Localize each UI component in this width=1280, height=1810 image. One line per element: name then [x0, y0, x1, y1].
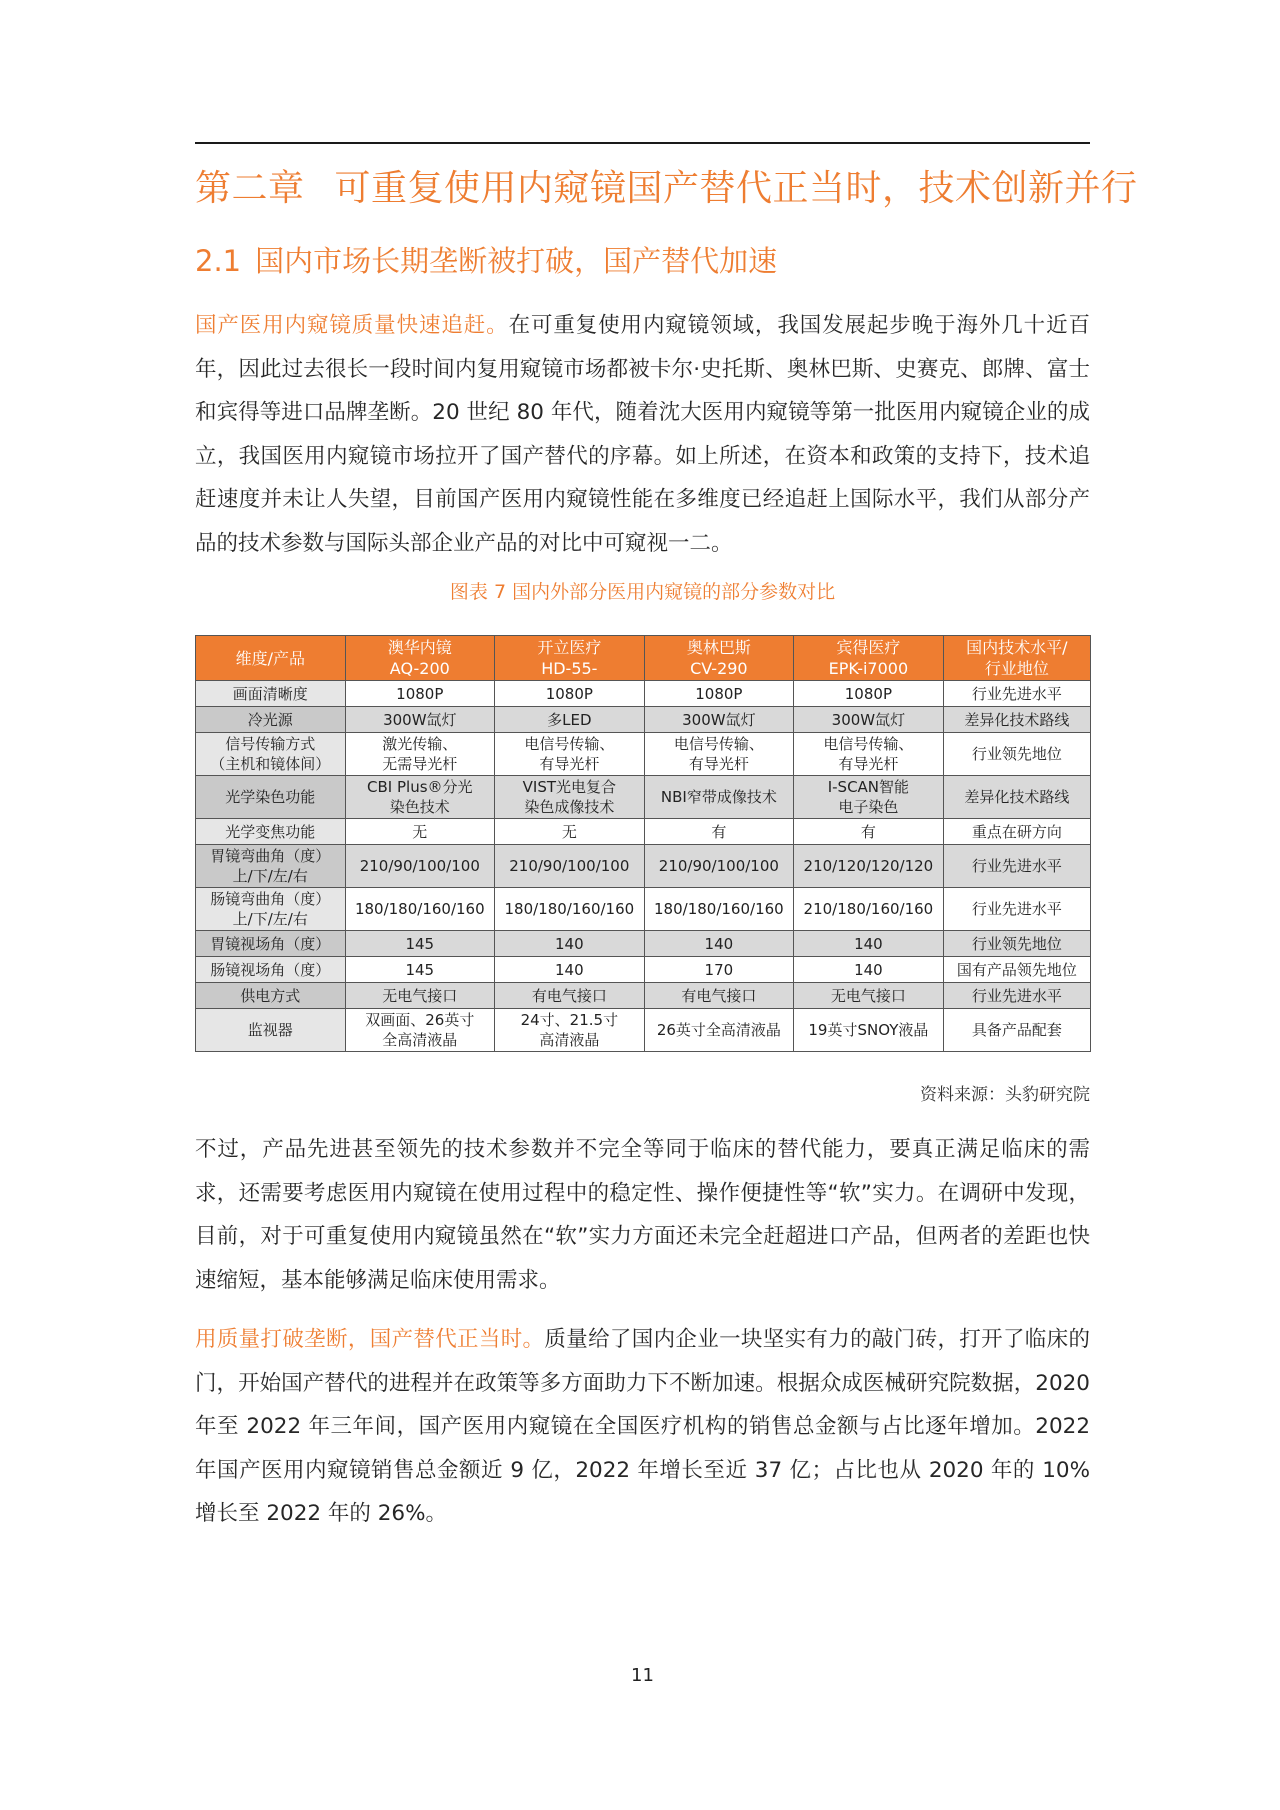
- section-title: [195, 240, 777, 282]
- cell-line-1: 行业先进水平: [971, 986, 1062, 1005]
- header-line-2: HD-55-: [541, 659, 598, 678]
- cell-line-1: 肠镜弯曲角（度）: [210, 890, 331, 908]
- cell-line-1: 供电方式: [240, 986, 301, 1005]
- cell-line-1: 210/120/120/120: [803, 857, 934, 875]
- cell-line-1: 140: [704, 934, 734, 953]
- cell-line-1: 无电气接口: [830, 986, 906, 1005]
- cell-line-1: 140: [854, 960, 883, 979]
- header-line-2: CV-290: [690, 659, 748, 678]
- row-label-cell: [196, 819, 346, 845]
- table-cell: [644, 819, 794, 845]
- table-source: 资料来源：头豹研究院: [920, 1085, 1090, 1105]
- header-line-1: 澳华内镜: [387, 638, 452, 657]
- cell-line-1: 无: [412, 822, 428, 841]
- cell-line-1: 1080P: [695, 684, 743, 703]
- header-line-1: 维度/产品: [235, 648, 305, 668]
- table-cell: [345, 819, 495, 845]
- row-label-cell: [196, 845, 346, 888]
- table-cell: [794, 1009, 944, 1052]
- header-line-2: AQ-200: [389, 659, 450, 678]
- table-row: [196, 845, 1091, 888]
- cell-line-1: 胃镜视场角（度）: [210, 934, 331, 953]
- table-cell: [495, 819, 645, 845]
- cell-line-1: 无: [561, 822, 577, 841]
- cell-line-1: 有: [711, 822, 727, 841]
- cell-line-2: 有导光杆: [688, 755, 749, 773]
- table-cell: [943, 957, 1090, 983]
- table-cell: [495, 733, 645, 776]
- cell-line-1: 180/180/160/160: [354, 900, 485, 918]
- cell-line-1: 24寸、21.5寸: [520, 1011, 619, 1029]
- table-cell: [644, 776, 794, 819]
- header-line-1: 国内技术水平/: [966, 638, 1068, 657]
- document-page: [195, 0, 1138, 1810]
- table-row: [196, 776, 1091, 819]
- table-cell: [345, 888, 495, 931]
- table-cell: [943, 776, 1090, 819]
- cell-line-1: 有电气接口: [681, 986, 757, 1005]
- paragraph-substitution: [195, 1318, 1090, 1536]
- paragraph-body: 不过，产品先进甚至领先的技术参数并不完全等同于临床的替代能力，要真正满足临床的需求，还需要考虑医用内窥镜在使用过程中的稳定性、操作便捷性等“软”实力。在调研中发现，目前，对于可重复使用内窥镜虽然在“软”实力方面还未完全赶超进口产品，但两者的差距也快速缩短，基本能够满足临床使用需求。: [195, 1137, 1090, 1293]
- cell-line-1: 多LED: [547, 710, 592, 729]
- cell-line-1: 140: [555, 934, 584, 953]
- table-caption: 图表 7 国内外部分医用内窥镜的部分参数对比: [449, 581, 836, 603]
- cell-line-1: 肠镜视场角（度）: [210, 960, 331, 979]
- cell-line-1: 210/180/160/160: [803, 900, 934, 918]
- cell-line-1: 300W氙灯: [831, 710, 906, 729]
- table-cell: [495, 888, 645, 931]
- table-cell: [794, 733, 944, 776]
- cell-line-1: 差异化技术路线: [964, 788, 1070, 806]
- cell-line-1: 光学染色功能: [225, 788, 316, 806]
- row-label-cell: [196, 888, 346, 931]
- cell-line-1: 冷光源: [247, 710, 293, 729]
- paragraph-lead: 国产医用内窥镜质量快速追赶。: [195, 313, 509, 338]
- cell-line-1: CBI Plus®分光: [367, 778, 473, 796]
- table-row: [196, 983, 1091, 1009]
- table-cell: [644, 733, 794, 776]
- table-cell: [345, 681, 495, 707]
- chapter-title: [195, 163, 1138, 215]
- table-cell: [794, 845, 944, 888]
- cell-line-1: 1080P: [396, 684, 444, 703]
- table-cell: [345, 983, 495, 1009]
- table-cell: [345, 776, 495, 819]
- table-cell: [345, 845, 495, 888]
- chapter-number: 第二章: [195, 168, 305, 209]
- cell-line-2: 上/下/左/右: [232, 867, 308, 885]
- row-label-cell: [196, 681, 346, 707]
- table-cell: [794, 776, 944, 819]
- cell-line-1: 有: [860, 822, 876, 841]
- cell-line-2: 无需导光杆: [382, 755, 458, 773]
- cell-line-1: 210/90/100/100: [509, 857, 630, 875]
- table-cell: [644, 1009, 794, 1052]
- table-cell: [943, 888, 1090, 931]
- section-number: 2.1: [195, 244, 242, 278]
- table-header-cell: [794, 636, 944, 681]
- row-label-cell: [196, 931, 346, 957]
- cell-line-1: 行业先进水平: [971, 684, 1062, 703]
- cell-line-1: 画面清晰度: [232, 684, 308, 703]
- header-rule: [195, 142, 1090, 144]
- table-cell: [644, 931, 794, 957]
- cell-line-1: 140: [854, 934, 883, 953]
- table-row: [196, 931, 1091, 957]
- cell-line-1: 光学变焦功能: [225, 822, 316, 841]
- cell-line-1: 胃镜弯曲角（度）: [210, 847, 331, 865]
- cell-line-1: 重点在研方向: [971, 822, 1062, 841]
- cell-line-1: 180/180/160/160: [504, 900, 635, 918]
- table-cell: [794, 931, 944, 957]
- cell-line-1: 国有产品领先地位: [956, 960, 1077, 979]
- table-cell: [345, 707, 495, 733]
- cell-line-1: 有电气接口: [531, 986, 607, 1005]
- cell-line-1: 145: [405, 934, 435, 953]
- cell-line-1: 具备产品配套: [971, 1021, 1062, 1039]
- cell-line-2: 染色成像技术: [524, 798, 615, 816]
- cell-line-1: 300W氙灯: [383, 710, 457, 729]
- cell-line-1: 1080P: [545, 684, 593, 703]
- paragraph-domestic-quality: [195, 304, 1090, 565]
- cell-line-2: （主机和镜体间）: [210, 755, 331, 773]
- row-label-cell: [196, 1009, 346, 1052]
- cell-line-1: 监视器: [247, 1021, 293, 1039]
- table-cell: [495, 931, 645, 957]
- cell-line-1: 电信号传输、: [673, 735, 764, 753]
- cell-line-1: 行业领先地位: [971, 745, 1062, 763]
- cell-line-1: 210/90/100/100: [658, 857, 779, 875]
- cell-line-2: 高清液晶: [539, 1031, 600, 1049]
- chapter-title-text: 可重复使用内窥镜国产替代正当时，技术创新并行: [334, 168, 1138, 209]
- cell-line-1: 180/180/160/160: [654, 900, 784, 918]
- cell-line-2: 有导光杆: [838, 755, 899, 773]
- cell-line-2: 电子染色: [838, 798, 899, 816]
- cell-line-1: I-SCAN智能: [827, 778, 910, 796]
- table-cell: [794, 983, 944, 1009]
- table-cell: [943, 819, 1090, 845]
- cell-line-1: 信号传输方式: [225, 735, 316, 753]
- table-cell: [644, 707, 794, 733]
- table-cell: [495, 1009, 645, 1052]
- table-cell: [495, 681, 645, 707]
- table-cell: [794, 888, 944, 931]
- row-label-cell: [196, 957, 346, 983]
- table-header-cell: [345, 636, 495, 681]
- table-cell: [495, 845, 645, 888]
- header-line-1: 开立医疗: [537, 638, 602, 657]
- table-cell: [644, 888, 794, 931]
- paragraph-body: 在可重复使用内窥镜领域，我国发展起步晚于海外几十近百年，因此过去很长一段时间内复用窥镜市场都被卡尔·史托斯、奥林巴斯、史赛克、郎牌、富士和宾得等进口品牌垄断。20 世纪 80 年代，随着沈大医用内窥镜等第一批医用内窥镜企业的成立，我国医用内窥镜市场拉开了国产替代的序幕。如上所述，在资本和政策的支持下，技术追赶速度并未让人失望，目前国产医用内窥镜性能在多维度已经追赶上国际水平，我们从部分产品的技术参数与国际头部企业产品的对比中可窥视一二。: [195, 313, 1090, 556]
- cell-line-1: 行业先进水平: [971, 900, 1062, 918]
- table-row: [196, 819, 1091, 845]
- cell-line-1: NBI窄带成像技术: [660, 788, 777, 806]
- header-line-1: 奥林巴斯: [686, 638, 751, 657]
- cell-line-1: 170: [704, 960, 734, 979]
- table-cell: [495, 957, 645, 983]
- cell-line-2: 上/下/左/右: [232, 910, 308, 928]
- table-header-cell: [943, 636, 1090, 681]
- table-row: [196, 957, 1091, 983]
- table-cell: [345, 1009, 495, 1052]
- cell-line-1: 1080P: [844, 684, 892, 703]
- paragraph-body: 质量给了国内企业一块坚实有力的敲门砖，打开了临床的门，开始国产替代的进程并在政策等多方面助力下不断加速。根据众成医械研究院数据，2020 年至 2022 年三年间，国产医用内窥镜在全国医疗机构的销售总金额与占比逐年增加。2022 年国产医用内窥镜销售总金额近 9 亿，2022 年增长至近 37 亿；占比也从 2020 年的 10%增长至 2022 年的 26%。: [195, 1327, 1090, 1526]
- table-cell: [943, 733, 1090, 776]
- table-cell: [644, 957, 794, 983]
- cell-line-1: 300W氙灯: [682, 710, 756, 729]
- cell-line-1: 140: [555, 960, 584, 979]
- table-cell: [794, 957, 944, 983]
- row-label-cell: [196, 983, 346, 1009]
- row-label-cell: [196, 707, 346, 733]
- table-row: [196, 1009, 1091, 1052]
- table-cell: [644, 845, 794, 888]
- header-line-2: EPK-i7000: [828, 659, 909, 678]
- table-body: [196, 681, 1091, 1052]
- table-cell: [943, 845, 1090, 888]
- table-cell: [794, 707, 944, 733]
- cell-line-1: 激光传输、: [382, 735, 458, 753]
- cell-line-1: 双画面、26英寸: [365, 1011, 475, 1029]
- header-line-1: 宾得医疗: [836, 638, 901, 657]
- table-cell: [943, 681, 1090, 707]
- row-label-cell: [196, 776, 346, 819]
- page-number: 11: [631, 1665, 654, 1686]
- cell-line-1: 电信号传输、: [823, 735, 914, 753]
- table-cell: [943, 707, 1090, 733]
- table-header-cell: [644, 636, 794, 681]
- table-cell: [495, 983, 645, 1009]
- cell-line-1: 210/90/100/100: [359, 857, 480, 875]
- header-line-2: 行业地位: [984, 659, 1049, 678]
- paragraph-lead: 用质量打破垄断，国产替代正当时。: [195, 1327, 545, 1352]
- cell-line-1: 19英寸SNOY液晶: [808, 1021, 929, 1039]
- table-cell: [943, 1009, 1090, 1052]
- cell-line-1: 行业领先地位: [971, 934, 1062, 953]
- cell-line-2: 全高清液晶: [382, 1031, 458, 1049]
- table-cell: [345, 733, 495, 776]
- table-cell: [644, 983, 794, 1009]
- table-row: [196, 733, 1091, 776]
- comparison-table: [195, 635, 1091, 1052]
- cell-line-1: 行业先进水平: [971, 857, 1062, 875]
- row-label-cell: [196, 733, 346, 776]
- table-cell: [495, 776, 645, 819]
- table-cell: [794, 681, 944, 707]
- table-row: [196, 707, 1091, 733]
- table-cell: [943, 983, 1090, 1009]
- cell-line-1: 电信号传输、: [524, 735, 615, 753]
- table-row: [196, 888, 1091, 931]
- cell-line-2: 有导光杆: [539, 755, 600, 773]
- table-cell: [495, 707, 645, 733]
- table-header-cell: [495, 636, 645, 681]
- cell-line-1: 145: [405, 960, 435, 979]
- table-cell: [644, 681, 794, 707]
- cell-line-1: 差异化技术路线: [964, 710, 1070, 729]
- table-cell: [794, 819, 944, 845]
- cell-line-1: 无电气接口: [382, 986, 458, 1005]
- paragraph-soft-power: [195, 1128, 1090, 1302]
- cell-line-1: VIST光电复合: [522, 778, 617, 796]
- table-header-row: [196, 636, 1091, 681]
- section-title-text: 国内市场长期垄断被打破，国产替代加速: [255, 244, 778, 278]
- cell-line-1: 26英寸全高清液晶: [656, 1021, 781, 1039]
- table-cell: [943, 931, 1090, 957]
- table-row: [196, 681, 1091, 707]
- table-header-cell: [196, 636, 346, 681]
- cell-line-2: 染色技术: [389, 798, 450, 816]
- table-cell: [345, 931, 495, 957]
- table-cell: [345, 957, 495, 983]
